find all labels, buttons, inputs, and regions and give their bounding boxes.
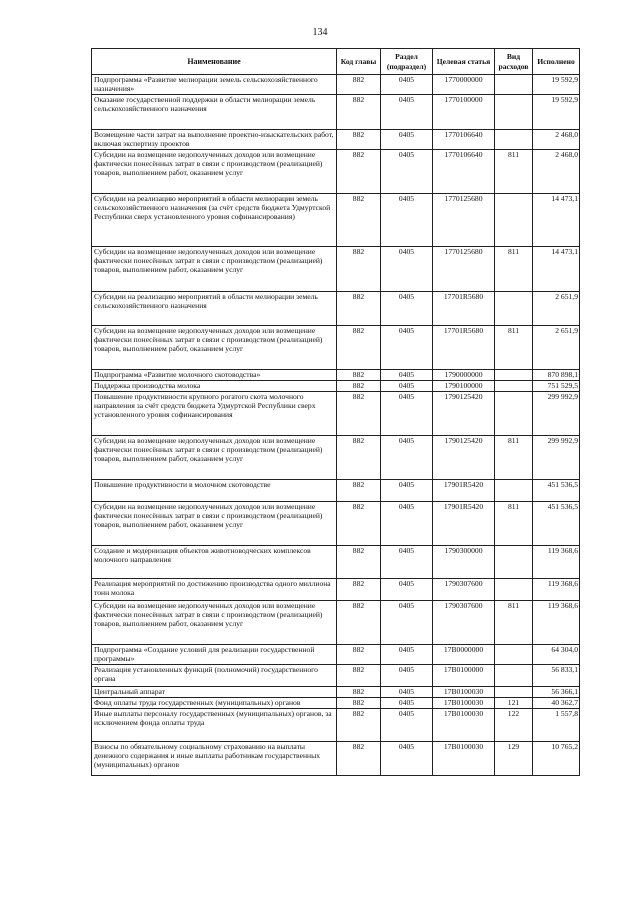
- cell-done: 2 468,0: [533, 130, 580, 150]
- cell-code: 882: [337, 579, 381, 601]
- cell-name: Поддержка производства молока: [92, 381, 337, 392]
- cell-section: 0405: [381, 75, 433, 95]
- cell-kind: [495, 392, 533, 436]
- cell-section: 0405: [381, 370, 433, 381]
- cell-section: 0405: [381, 687, 433, 698]
- table-row: [92, 579, 580, 601]
- cell-done: 2 468,0: [533, 150, 580, 194]
- cell-article: 1790100000: [433, 381, 495, 392]
- cell-article: 17В0100030: [433, 687, 495, 698]
- cell-done: 451 536,5: [533, 502, 580, 546]
- table-row: [92, 370, 580, 381]
- cell-kind: 122: [495, 709, 533, 742]
- cell-code: 882: [337, 645, 381, 665]
- table-row: [92, 95, 580, 130]
- cell-section: 0405: [381, 326, 433, 370]
- cell-section: 0405: [381, 502, 433, 546]
- cell-section: 0405: [381, 292, 433, 326]
- table-row: [92, 480, 580, 502]
- cell-article: 1770000000: [433, 75, 495, 95]
- table-row: [92, 601, 580, 645]
- table-row: [92, 687, 580, 698]
- cell-article: 17В0100030: [433, 698, 495, 709]
- cell-section: 0405: [381, 95, 433, 130]
- cell-code: 882: [337, 95, 381, 130]
- cell-name: Субсидии на реализацию мероприятий в области мелиорации земель сельскохозяйственного назначения: [92, 292, 337, 326]
- cell-section: 0405: [381, 381, 433, 392]
- cell-name: Субсидии на возмещение недополученных доходов или возмещение фактически понесённых затрат в связи с производством (реализацией) товаров, выполнением работ, оказанием услуг: [92, 502, 337, 546]
- cell-kind: [495, 75, 533, 95]
- cell-kind: [495, 480, 533, 502]
- cell-name: Повышение продуктивности крупного рогатого скота молочного направления за счёт средств бюджета Удмуртской Республики сверх установленного уровня софинансирования: [92, 392, 337, 436]
- cell-article: 17В0100030: [433, 709, 495, 742]
- cell-section: 0405: [381, 698, 433, 709]
- cell-section: 0405: [381, 194, 433, 247]
- table-row: [92, 698, 580, 709]
- cell-article: 1790300000: [433, 546, 495, 579]
- cell-done: 751 529,5: [533, 381, 580, 392]
- column-header-code: Код главы: [337, 49, 381, 75]
- table-row: [92, 742, 580, 776]
- table-row: [92, 502, 580, 546]
- cell-name: Субсидии на возмещение недополученных доходов или возмещение фактически понесённых затрат в связи с производством (реализацией) товаров, выполнением работ, оказанием услуг: [92, 436, 337, 480]
- cell-name: Иные выплаты персоналу государственных (муниципальных) органов, за исключением фонда оплаты труда: [92, 709, 337, 742]
- cell-done: 2 651,9: [533, 326, 580, 370]
- cell-kind: [495, 546, 533, 579]
- cell-name: Возмещение части затрат на выполнение проектно-изыскательских работ, включая экспертизу проектов: [92, 130, 337, 150]
- cell-section: 0405: [381, 130, 433, 150]
- page-number: 134: [312, 27, 328, 38]
- cell-name: Подпрограмма «Создание условий для реализации государственной программы»: [92, 645, 337, 665]
- cell-section: 0405: [381, 436, 433, 480]
- table-row: [92, 150, 580, 194]
- column-header-name: Наименование: [92, 49, 337, 75]
- cell-article: 1770106640: [433, 130, 495, 150]
- cell-name: Субсидии на реализацию мероприятий в области мелиорации земель сельскохозяйственного назначения (за счёт средств бюджета Удмуртской Республики сверх установленного уровня софинансирования): [92, 194, 337, 247]
- cell-article: 17701R5680: [433, 292, 495, 326]
- cell-code: 882: [337, 436, 381, 480]
- cell-done: 10 765,2: [533, 742, 580, 776]
- cell-article: 17901R5420: [433, 502, 495, 546]
- cell-code: 882: [337, 326, 381, 370]
- cell-section: 0405: [381, 546, 433, 579]
- cell-name: Субсидии на возмещение недополученных доходов или возмещение фактически понесённых затрат в связи с производством (реализацией) товаров, выполнением работ, оказанием услуг: [92, 601, 337, 645]
- cell-done: 299 992,9: [533, 436, 580, 480]
- cell-name: Центральный аппарат: [92, 687, 337, 698]
- cell-section: 0405: [381, 579, 433, 601]
- cell-done: 56 833,1: [533, 665, 580, 687]
- cell-name: Реализация установленных функций (полномочий) государственного органа: [92, 665, 337, 687]
- cell-code: 882: [337, 502, 381, 546]
- table-row: [92, 381, 580, 392]
- cell-kind: 811: [495, 150, 533, 194]
- cell-code: 882: [337, 742, 381, 776]
- cell-name: Подпрограмма «Развитие мелиорации земель сельскохозяйственного назначения»: [92, 75, 337, 95]
- cell-section: 0405: [381, 247, 433, 292]
- table-row: [92, 194, 580, 247]
- cell-code: 882: [337, 687, 381, 698]
- cell-section: 0405: [381, 601, 433, 645]
- cell-section: 0405: [381, 480, 433, 502]
- cell-article: 17701R5680: [433, 326, 495, 370]
- table-row: [92, 645, 580, 665]
- cell-article: 17В0100000: [433, 665, 495, 687]
- table-row: [92, 665, 580, 687]
- cell-code: 882: [337, 194, 381, 247]
- cell-done: 119 368,6: [533, 546, 580, 579]
- cell-kind: [495, 665, 533, 687]
- table-row: [92, 247, 580, 292]
- cell-name: Создание и модернизация объектов животноводческих комплексов молочного направления: [92, 546, 337, 579]
- cell-kind: [495, 95, 533, 130]
- cell-name: Подпрограмма «Развитие молочного скотоводства»: [92, 370, 337, 381]
- cell-section: 0405: [381, 742, 433, 776]
- cell-section: 0405: [381, 709, 433, 742]
- cell-name: Субсидии на возмещение недополученных доходов или возмещение фактически понесённых затрат в связи с производством (реализацией) товаров, выполнением работ, оказанием услуг: [92, 150, 337, 194]
- cell-code: 882: [337, 665, 381, 687]
- cell-done: 1 557,8: [533, 709, 580, 742]
- cell-kind: [495, 381, 533, 392]
- cell-code: 882: [337, 75, 381, 95]
- cell-article: 1790307600: [433, 579, 495, 601]
- cell-article: 1770106640: [433, 150, 495, 194]
- cell-name: Субсидии на возмещение недополученных доходов или возмещение фактически понесённых затрат в связи с производством (реализацией) товаров, выполнением работ, оказанием услуг: [92, 326, 337, 370]
- cell-name: Повышение продуктивности в молочном скотоводстве: [92, 480, 337, 502]
- cell-article: 1790125420: [433, 392, 495, 436]
- cell-kind: [495, 292, 533, 326]
- cell-code: 882: [337, 698, 381, 709]
- cell-kind: 811: [495, 502, 533, 546]
- cell-done: 119 368,6: [533, 601, 580, 645]
- cell-code: 882: [337, 247, 381, 292]
- cell-code: 882: [337, 392, 381, 436]
- table-row: [92, 130, 580, 150]
- cell-done: 2 651,9: [533, 292, 580, 326]
- cell-done: 870 898,1: [533, 370, 580, 381]
- cell-done: 451 536,5: [533, 480, 580, 502]
- cell-done: 14 473,1: [533, 247, 580, 292]
- table-row: [92, 392, 580, 436]
- cell-kind: 811: [495, 247, 533, 292]
- cell-done: 64 304,0: [533, 645, 580, 665]
- column-header-kind: Вид расходов: [495, 49, 533, 75]
- cell-code: 882: [337, 709, 381, 742]
- cell-done: 299 992,9: [533, 392, 580, 436]
- cell-kind: 811: [495, 326, 533, 370]
- table-header-row: [92, 49, 580, 75]
- table-row: [92, 326, 580, 370]
- cell-code: 882: [337, 601, 381, 645]
- cell-code: 882: [337, 292, 381, 326]
- cell-article: 1770100000: [433, 95, 495, 130]
- cell-kind: 121: [495, 698, 533, 709]
- cell-kind: [495, 370, 533, 381]
- cell-article: 17В0000000: [433, 645, 495, 665]
- cell-section: 0405: [381, 645, 433, 665]
- cell-kind: [495, 687, 533, 698]
- cell-article: 1790307600: [433, 601, 495, 645]
- cell-done: 14 473,1: [533, 194, 580, 247]
- cell-done: 40 362,7: [533, 698, 580, 709]
- cell-code: 882: [337, 150, 381, 194]
- cell-section: 0405: [381, 150, 433, 194]
- cell-kind: [495, 194, 533, 247]
- cell-name: Субсидии на возмещение недополученных доходов или возмещение фактически понесённых затрат в связи с производством (реализацией) товаров, выполнением работ, оказанием услуг: [92, 247, 337, 292]
- table-row: [92, 709, 580, 742]
- cell-section: 0405: [381, 392, 433, 436]
- cell-name: Реализация мероприятий по достижению производства одного миллиона тонн молока: [92, 579, 337, 601]
- cell-article: 1770125680: [433, 247, 495, 292]
- cell-done: 56 366,1: [533, 687, 580, 698]
- table-row: [92, 292, 580, 326]
- cell-name: Оказание государственной поддержки в области мелиорации земель сельскохозяйственного назначения: [92, 95, 337, 130]
- cell-section: 0405: [381, 665, 433, 687]
- cell-kind: 129: [495, 742, 533, 776]
- cell-code: 882: [337, 480, 381, 502]
- cell-done: 19 592,9: [533, 95, 580, 130]
- column-header-done: Исполнено: [533, 49, 580, 75]
- cell-name: Фонд оплаты труда государственных (муниципальных) органов: [92, 698, 337, 709]
- cell-done: 119 368,6: [533, 579, 580, 601]
- cell-kind: 811: [495, 436, 533, 480]
- cell-article: 1770125680: [433, 194, 495, 247]
- cell-done: 19 592,9: [533, 75, 580, 95]
- cell-code: 882: [337, 130, 381, 150]
- cell-code: 882: [337, 370, 381, 381]
- cell-kind: [495, 645, 533, 665]
- table-row: [92, 75, 580, 95]
- cell-code: 882: [337, 381, 381, 392]
- cell-name: Взносы по обязательному социальному страхованию на выплаты денежного содержания и иные выплаты работникам государственных (муниципальных) органов: [92, 742, 337, 776]
- cell-kind: [495, 130, 533, 150]
- cell-kind: [495, 579, 533, 601]
- cell-article: 1790125420: [433, 436, 495, 480]
- cell-article: 17901R5420: [433, 480, 495, 502]
- column-header-section: Раздел (подраздел): [381, 49, 433, 75]
- table-row: [92, 436, 580, 480]
- table-row: [92, 546, 580, 579]
- cell-code: 882: [337, 546, 381, 579]
- cell-kind: 811: [495, 601, 533, 645]
- column-header-article: Целевая статья: [433, 49, 495, 75]
- cell-article: 1790000000: [433, 370, 495, 381]
- cell-article: 17В0100030: [433, 742, 495, 776]
- expenditure-table: [91, 48, 580, 776]
